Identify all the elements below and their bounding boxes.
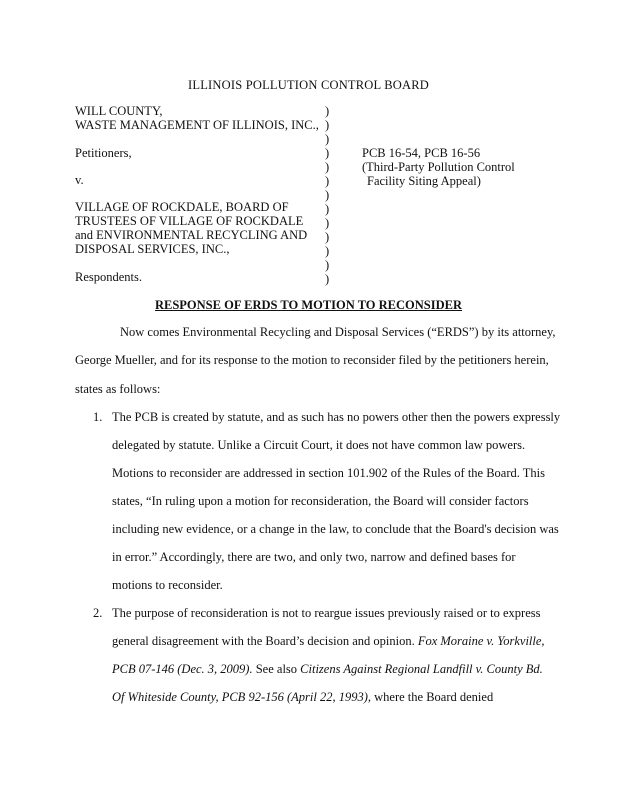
respondent-name-2: TRUSTEES OF VILLAGE OF ROCKDALE: [75, 214, 304, 228]
para-1-line-3: Motions to reconsider are addressed in section 101.902 of the Rules of the Board. This: [112, 466, 546, 480]
caption-paren: ): [325, 188, 330, 202]
case-citation-citizens: Citizens Against Regional Landfill v. County Bd.: [300, 662, 543, 676]
caption-paren: ): [325, 146, 330, 160]
respondents-label: Respondents.: [75, 270, 143, 284]
case-type-line-1: (Third-Party Pollution Control: [362, 160, 515, 174]
caption-paren: ): [325, 258, 330, 272]
case-citation-whiteside: Of Whiteside County, PCB 92-156 (April 22, 1993),: [112, 690, 372, 704]
court-heading: ILLINOIS POLLUTION CONTROL BOARD: [188, 78, 429, 92]
para-1-line-2: delegated by statute. Unlike a Circuit Court, it does not have common law powers.: [112, 438, 526, 452]
caption-paren: ): [325, 244, 330, 258]
caption-paren: ): [325, 202, 330, 216]
caption-paren: ): [325, 104, 330, 118]
para-2-line-4-text: where the Board denied: [371, 690, 494, 704]
para-2-line-2: [112, 634, 545, 648]
para-2-line-2-text: general disagreement with the Board’s decision and opinion.: [112, 634, 418, 648]
petitioner-name-2: WASTE MANAGEMENT OF ILLINOIS, INC.,: [75, 118, 319, 132]
petitioners-label: Petitioners,: [75, 146, 132, 160]
document-title: RESPONSE OF ERDS TO MOTION TO RECONSIDER: [154, 298, 463, 312]
intro-line-2: George Mueller, and for its response to the motion to reconsider filed by the petitioners herein,: [75, 353, 549, 367]
respondent-name-3: and ENVIRONMENTAL RECYCLING AND: [75, 228, 308, 242]
para-1-number: 1.: [93, 410, 103, 424]
caption-paren: ): [325, 272, 330, 286]
versus: v.: [75, 173, 84, 187]
case-citation-fox-moraine: Fox Moraine v. Yorkville,: [417, 634, 545, 648]
para-1-line-7: motions to reconsider.: [112, 578, 223, 592]
para-1-line-5: including new evidence, or a change in the law, to conclude that the Board's decision was: [112, 522, 559, 536]
para-1-line-1: The PCB is created by statute, and as such has no powers other then the powers expressly: [112, 410, 561, 424]
intro-line-1: Now comes Environmental Recycling and Disposal Services (“ERDS”) by its attorney,: [120, 325, 556, 339]
para-2-number: 2.: [93, 606, 103, 620]
caption-paren: ): [325, 230, 330, 244]
case-number: PCB 16-54, PCB 16-56: [362, 146, 481, 160]
para-2-line-3: [112, 662, 543, 676]
para-2-line-4: [112, 690, 493, 704]
caption-paren: ): [325, 216, 330, 230]
para-1-line-4: states, “In ruling upon a motion for reconsideration, the Board will consider factors: [112, 494, 529, 508]
case-type-line-2: Facility Siting Appeal): [367, 174, 481, 188]
para-2-line-1: The purpose of reconsideration is not to reargue issues previously raised or to express: [112, 606, 541, 620]
petitioner-name-1: WILL COUNTY,: [75, 104, 163, 118]
intro-line-3: states as follows:: [75, 382, 161, 396]
caption-paren: ): [325, 132, 330, 146]
respondent-name-4: DISPOSAL SERVICES, INC.,: [75, 242, 230, 256]
caption-paren: ): [325, 174, 330, 188]
caption-paren: ): [325, 160, 330, 174]
caption-paren: ): [325, 118, 330, 132]
para-2-line-3-text: See also: [252, 662, 301, 676]
respondent-name-1: VILLAGE OF ROCKDALE, BOARD OF: [75, 200, 289, 214]
para-1-line-6: in error.” Accordingly, there are two, and only two, narrow and defined bases for: [112, 550, 516, 564]
case-citation-pcb-07-146: PCB 07-146 (Dec. 3, 2009).: [112, 662, 253, 676]
